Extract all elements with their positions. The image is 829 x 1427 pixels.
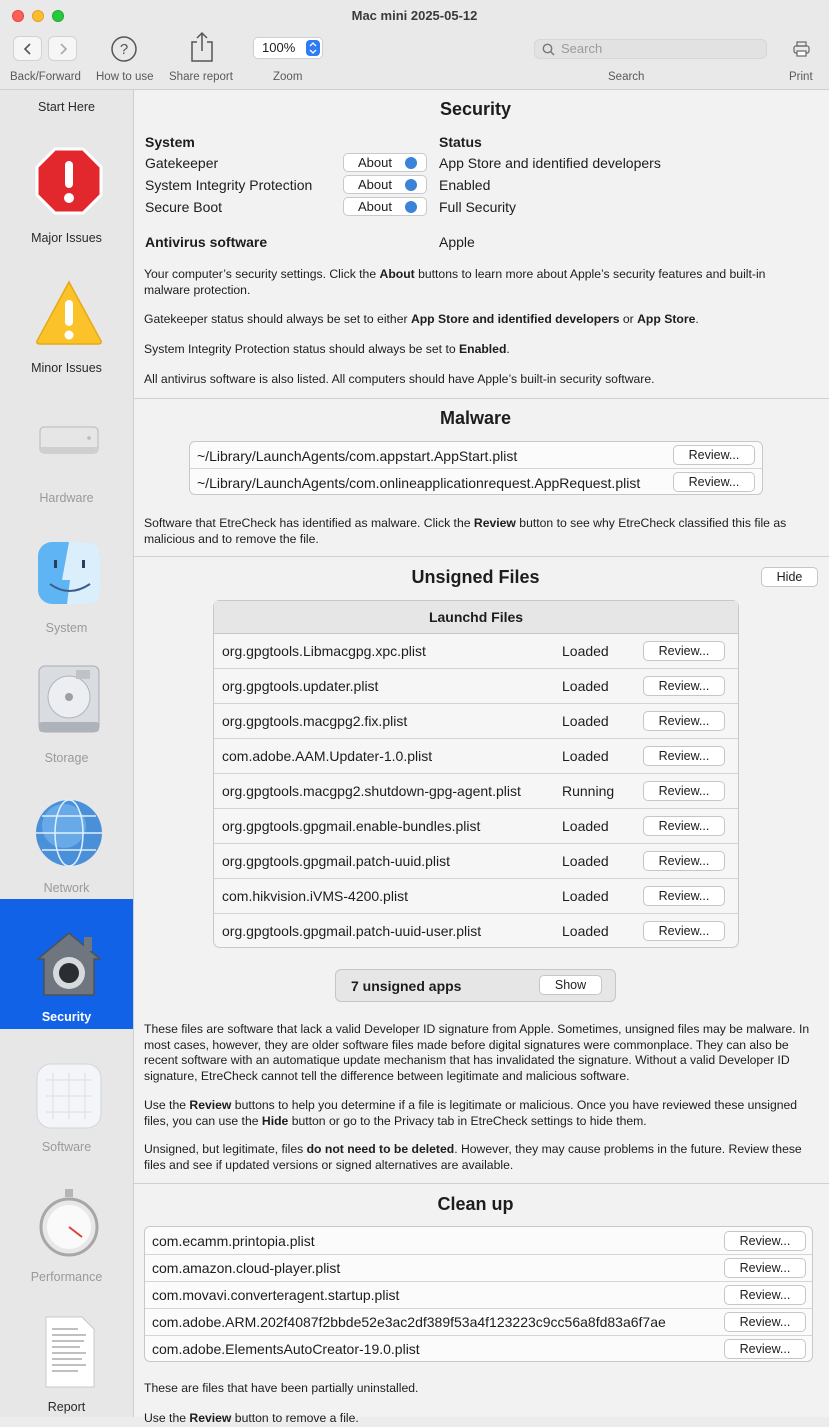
back-button[interactable] bbox=[13, 36, 42, 61]
zoom-field[interactable] bbox=[253, 37, 323, 59]
launchd-file-name: org.gpgtools.gpgmail.enable-bundles.plist bbox=[222, 818, 481, 834]
malware-review-button[interactable]: Review... bbox=[673, 472, 755, 492]
sidebar-item-storage[interactable] bbox=[0, 640, 133, 770]
share-icon[interactable] bbox=[188, 31, 216, 63]
printer-icon[interactable] bbox=[793, 41, 810, 57]
security-paragraph-3: System Integrity Protection status should always be set to Enabled. bbox=[144, 342, 510, 356]
row-divider bbox=[145, 1308, 812, 1309]
secure-boot-label: Secure Boot bbox=[145, 199, 223, 215]
launchd-file-name: com.adobe.AAM.Updater-1.0.plist bbox=[222, 748, 433, 764]
launchd-file-status: Running bbox=[562, 783, 615, 799]
table-row bbox=[214, 739, 738, 774]
gatekeeper-about-button[interactable] bbox=[343, 153, 427, 172]
sidebar-item-label: Hardware bbox=[39, 491, 94, 505]
table-row bbox=[214, 634, 738, 669]
search-icon bbox=[542, 43, 555, 56]
launchd-review-button[interactable]: Review... bbox=[643, 851, 725, 871]
row-divider bbox=[190, 468, 762, 469]
info-icon bbox=[405, 201, 417, 213]
launchd-review-button[interactable]: Review... bbox=[643, 781, 725, 801]
section-divider bbox=[134, 398, 829, 399]
sidebar-item-report[interactable] bbox=[0, 1289, 133, 1419]
table-row bbox=[214, 914, 738, 949]
sidebar-item-label: Minor Issues bbox=[31, 361, 102, 375]
cleanup-list bbox=[144, 1226, 813, 1362]
cleanup-file: com.adobe.ElementsAutoCreator-19.0.plist bbox=[152, 1341, 420, 1357]
table-row bbox=[214, 879, 738, 914]
malware-file: ~/Library/LaunchAgents/com.onlineapplicationrequest.AppRequest.plist bbox=[197, 475, 641, 491]
zoom-value: 100% bbox=[262, 40, 296, 55]
launchd-file-status: Loaded bbox=[562, 748, 609, 764]
sidebar-item-system[interactable] bbox=[0, 510, 133, 640]
cleanup-review-button[interactable]: Review... bbox=[724, 1285, 806, 1305]
unsigned-apps-bar bbox=[335, 969, 616, 1002]
secure-boot-status: Full Security bbox=[439, 199, 517, 215]
launchd-review-button[interactable]: Review... bbox=[643, 816, 725, 836]
window-toolbar bbox=[0, 0, 829, 90]
cleanup-paragraph-1: These are files that have been partially uninstalled. bbox=[144, 1381, 419, 1395]
security-paragraph-4: All antivirus software is also listed. All computers should have Apple’s built-in security software. bbox=[144, 372, 655, 386]
report-content bbox=[134, 90, 829, 1425]
section-divider bbox=[134, 556, 829, 557]
zoom-stepper-icon[interactable] bbox=[306, 40, 320, 56]
sidebar-item-label: Security bbox=[41, 1010, 92, 1024]
antivirus-value: Apple bbox=[439, 234, 475, 250]
print-label: Print bbox=[789, 71, 813, 83]
sidebar-item-performance[interactable] bbox=[0, 1159, 133, 1289]
sidebar-item-label: Report bbox=[47, 1400, 86, 1414]
table-row bbox=[214, 774, 738, 809]
launchd-review-button[interactable]: Review... bbox=[643, 711, 725, 731]
globe-icon bbox=[34, 798, 104, 868]
cleanup-file: com.movavi.converteragent.startup.plist bbox=[152, 1287, 400, 1303]
sidebar-item-minor-issues[interactable] bbox=[0, 250, 133, 380]
sidebar-item-label: Network bbox=[43, 881, 90, 895]
table-row bbox=[214, 809, 738, 844]
gatekeeper-label: Gatekeeper bbox=[145, 155, 219, 171]
cleanup-review-button[interactable]: Review... bbox=[724, 1258, 806, 1278]
back-forward-label: Back/Forward bbox=[10, 71, 81, 83]
table-row bbox=[214, 844, 738, 879]
back-forward-control bbox=[13, 36, 77, 61]
security-paragraph-1: Your computer’s security settings. Click the About buttons to learn more about Apple’s security features and built-in malware protection. bbox=[144, 267, 766, 297]
sidebar-item-label: Start Here bbox=[38, 100, 95, 114]
launchd-review-button[interactable]: Review... bbox=[643, 921, 725, 941]
cleanup-review-button[interactable]: Review... bbox=[724, 1339, 806, 1359]
security-title: Security bbox=[439, 99, 512, 119]
launchd-file-status: Loaded bbox=[562, 643, 609, 659]
section-divider bbox=[134, 1183, 829, 1184]
malware-list bbox=[189, 441, 763, 495]
sip-label: System Integrity Protection bbox=[145, 177, 313, 193]
launchd-file-status: Loaded bbox=[562, 923, 609, 939]
sidebar-item-major-issues[interactable] bbox=[0, 120, 133, 250]
sidebar-item-label: Storage bbox=[44, 751, 89, 765]
cleanup-review-button[interactable]: Review... bbox=[724, 1312, 806, 1332]
launchd-review-button[interactable]: Review... bbox=[643, 746, 725, 766]
launchd-file-name: org.gpgtools.gpgmail.patch-uuid.plist bbox=[222, 853, 451, 869]
about-button-label: About bbox=[358, 155, 392, 170]
info-icon bbox=[405, 179, 417, 191]
row-divider bbox=[145, 1254, 812, 1255]
sidebar-item-label: Major Issues bbox=[31, 231, 102, 245]
security-house-icon bbox=[34, 929, 104, 999]
stopwatch-icon bbox=[34, 1187, 104, 1257]
launchd-file-status: Loaded bbox=[562, 678, 609, 694]
row-divider bbox=[145, 1281, 812, 1282]
warning-triangle-icon bbox=[34, 278, 104, 348]
help-icon[interactable] bbox=[110, 35, 138, 63]
cleanup-review-button[interactable]: Review... bbox=[724, 1231, 806, 1251]
sip-status: Enabled bbox=[439, 177, 491, 193]
search-placeholder: Search bbox=[561, 41, 603, 56]
launchd-file-name: org.gpgtools.macgpg2.fix.plist bbox=[222, 713, 408, 729]
share-report-label: Share report bbox=[169, 71, 233, 83]
chevron-right-icon bbox=[58, 42, 68, 56]
cleanup-file: com.adobe.ARM.202f4087f2bbde52e3ac2df389f53a4f123223c9cc56a8fd83a6f7ae bbox=[152, 1314, 666, 1330]
launchd-files-table bbox=[213, 600, 739, 948]
sidebar-item-start-here[interactable] bbox=[0, 90, 133, 120]
search-label: Search bbox=[608, 71, 645, 83]
table-row bbox=[214, 669, 738, 704]
launchd-file-status: Loaded bbox=[562, 713, 609, 729]
how-to-use-label: How to use bbox=[96, 71, 154, 83]
launchd-file-name: org.gpgtools.gpgmail.patch-uuid-user.plist bbox=[222, 923, 482, 939]
window-title: Mac mini 2025-05-12 bbox=[351, 8, 478, 23]
launchd-file-status: Loaded bbox=[562, 818, 609, 834]
row-divider bbox=[145, 1335, 812, 1336]
table-row bbox=[214, 704, 738, 739]
svg-text:?: ? bbox=[119, 41, 129, 58]
unsigned-files-title: Unsigned Files bbox=[411, 567, 540, 587]
security-paragraph-2: Gatekeeper status should always be set to either App Store and identified developers or App Store. bbox=[144, 312, 699, 326]
finder-icon bbox=[34, 540, 104, 610]
stop-sign-icon bbox=[34, 146, 104, 216]
chevron-left-icon bbox=[23, 42, 33, 56]
launchd-review-button[interactable]: Review... bbox=[643, 641, 725, 661]
app-grid-icon bbox=[34, 1061, 104, 1131]
malware-file: ~/Library/LaunchAgents/com.appstart.AppStart.plist bbox=[197, 448, 518, 464]
cleanup-title: Clean up bbox=[437, 1194, 514, 1214]
unsigned-paragraph-3: Unsigned, but legitimate, files do not need to be deleted. However, they may cause problems in the future. Review these files and see if updated versions or signed alternatives are available. bbox=[144, 1142, 802, 1172]
sidebar-item-hardware[interactable] bbox=[0, 380, 133, 510]
antivirus-label: Antivirus software bbox=[145, 234, 268, 250]
security-status-header: Status bbox=[439, 134, 482, 150]
launchd-file-name: org.gpgtools.updater.plist bbox=[222, 678, 379, 694]
malware-review-button[interactable]: Review... bbox=[673, 445, 755, 465]
show-button[interactable]: Show bbox=[539, 975, 602, 995]
malware-title: Malware bbox=[439, 408, 512, 428]
about-button-label: About bbox=[358, 199, 392, 214]
mac-mini-icon bbox=[34, 410, 104, 480]
launchd-files-header: Launchd Files bbox=[214, 601, 738, 634]
launchd-file-status: Loaded bbox=[562, 888, 609, 904]
report-document-icon bbox=[34, 1315, 104, 1385]
hard-drive-icon bbox=[34, 664, 104, 734]
hide-button[interactable]: Hide bbox=[761, 567, 818, 587]
launchd-file-name: org.gpgtools.Libmacgpg.xpc.plist bbox=[222, 643, 426, 659]
sidebar-item-label: Software bbox=[41, 1140, 92, 1154]
sidebar-item-network[interactable] bbox=[0, 770, 133, 900]
unsigned-paragraph-2: Use the Review buttons to help you determine if a file is legitimate or malicious. Once you have reviewed these unsigned files, you can use the Hide button or go to the Privacy tab in EtreCheck settings to hide them. bbox=[144, 1098, 798, 1128]
launchd-review-button[interactable]: Review... bbox=[643, 886, 725, 906]
search-input[interactable] bbox=[534, 39, 767, 59]
zoom-label: Zoom bbox=[273, 71, 303, 83]
launchd-file-status: Loaded bbox=[562, 853, 609, 869]
unsigned-apps-count: 7 unsigned apps bbox=[351, 978, 462, 994]
security-system-header: System bbox=[145, 134, 195, 150]
cleanup-file: com.ecamm.printopia.plist bbox=[152, 1233, 315, 1249]
forward-button[interactable] bbox=[48, 36, 77, 61]
malware-paragraph: Software that EtreCheck has identified as malware. Click the Review button to see why EtreCheck classified this file as malicious and to remove the file. bbox=[144, 516, 787, 546]
launchd-review-button[interactable]: Review... bbox=[643, 676, 725, 696]
sidebar-item-security[interactable] bbox=[0, 899, 133, 1029]
sidebar-item-software[interactable] bbox=[0, 1029, 133, 1159]
gatekeeper-status: App Store and identified developers bbox=[439, 155, 661, 171]
cleanup-file: com.amazon.cloud-player.plist bbox=[152, 1260, 341, 1276]
unsigned-paragraph-1: These files are software that lack a valid Developer ID signature from Apple. Sometimes, unsigned files may be malware. In most cases, however, they are older software files made before digital signatures were commonplace. They can also be recent software with an automatique update mechanism that has invalidated the signature. Without a valid Developer ID signature, EtreCheck cannot tell the difference between legitimate and malicious software. bbox=[144, 1022, 810, 1083]
launchd-file-name: com.hikvision.iVMS-4200.plist bbox=[222, 888, 408, 904]
sip-about-button[interactable] bbox=[343, 175, 427, 194]
sidebar-item-label: Performance bbox=[30, 1270, 103, 1284]
info-icon bbox=[405, 157, 417, 169]
cleanup-paragraph-2: Use the Review button to remove a file. bbox=[144, 1411, 359, 1425]
sidebar-item-label: System bbox=[45, 621, 88, 635]
secure-boot-about-button[interactable] bbox=[343, 197, 427, 216]
about-button-label: About bbox=[358, 177, 392, 192]
sidebar bbox=[0, 90, 134, 1417]
launchd-file-name: org.gpgtools.macgpg2.shutdown-gpg-agent.plist bbox=[222, 783, 521, 799]
